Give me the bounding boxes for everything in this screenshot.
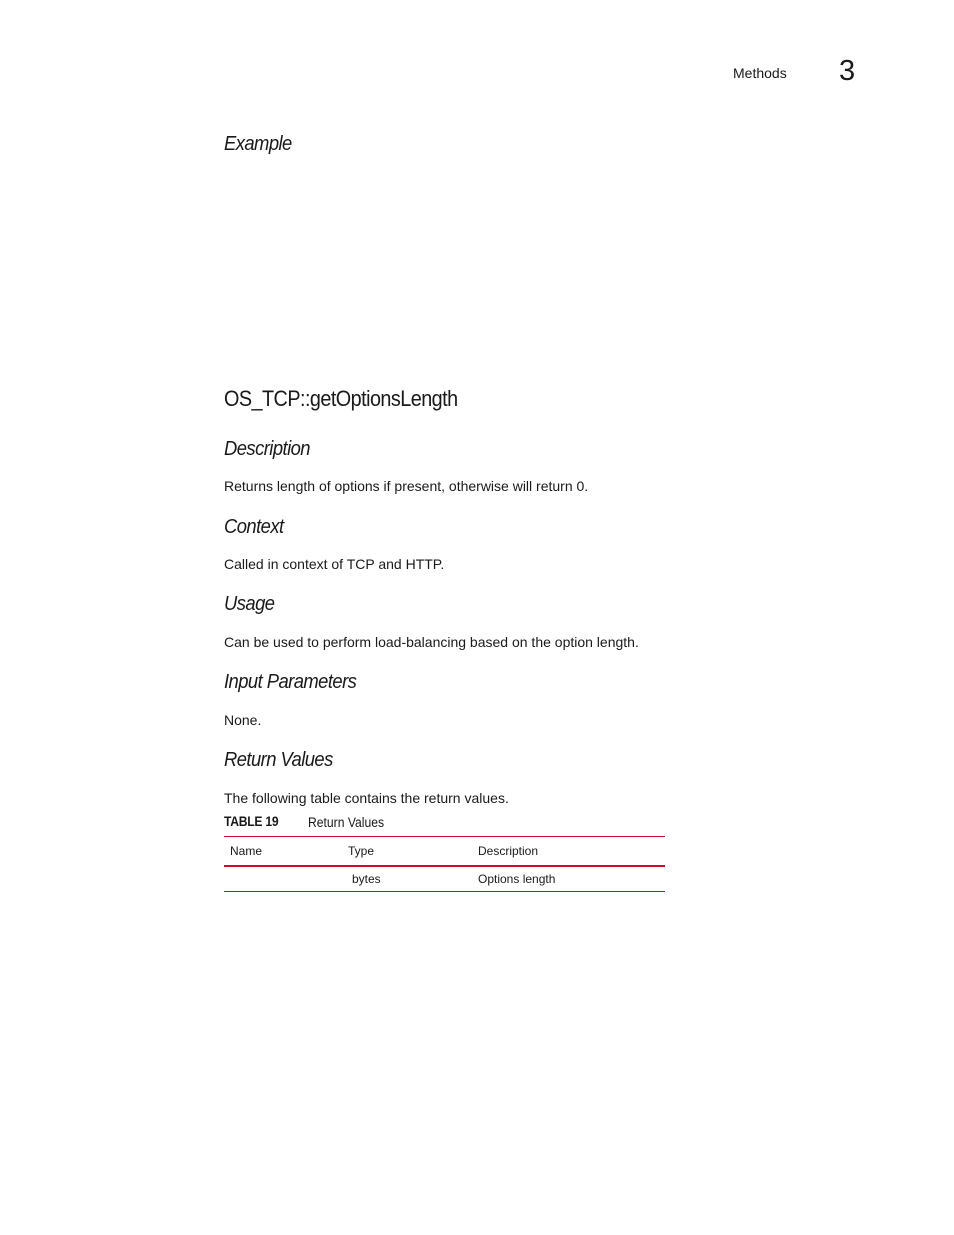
table-number: TABLE 19	[224, 814, 279, 829]
return-values-text: The following table contains the return values.	[224, 790, 509, 806]
cell-description: Options length	[472, 866, 665, 892]
table-header-row	[224, 837, 665, 867]
running-header-section: Methods	[733, 65, 787, 81]
cell-name	[224, 866, 342, 892]
cell-type: bytes	[342, 866, 472, 892]
column-header-description: Description	[472, 837, 665, 867]
context-heading: Context	[224, 516, 284, 538]
usage-heading: Usage	[224, 593, 275, 615]
running-header-chapter-number: 3	[839, 55, 856, 87]
column-header-type: Type	[342, 837, 472, 867]
table-caption	[224, 814, 385, 830]
example-heading: Example	[224, 133, 292, 155]
return-values-table	[224, 836, 665, 892]
usage-text: Can be used to perform load-balancing based on the option length.	[224, 634, 639, 650]
context-text: Called in context of TCP and HTTP.	[224, 556, 445, 572]
description-text: Returns length of options if present, otherwise will return 0.	[224, 478, 589, 494]
table-title: Return Values	[308, 815, 385, 830]
input-parameters-heading: Input Parameters	[224, 671, 357, 693]
table-row	[224, 866, 665, 892]
column-header-name: Name	[224, 837, 342, 867]
description-heading: Description	[224, 438, 310, 460]
method-title: OS_TCP::getOptionsLength	[224, 386, 458, 411]
return-values-heading: Return Values	[224, 749, 333, 771]
input-parameters-text: None.	[224, 712, 262, 728]
